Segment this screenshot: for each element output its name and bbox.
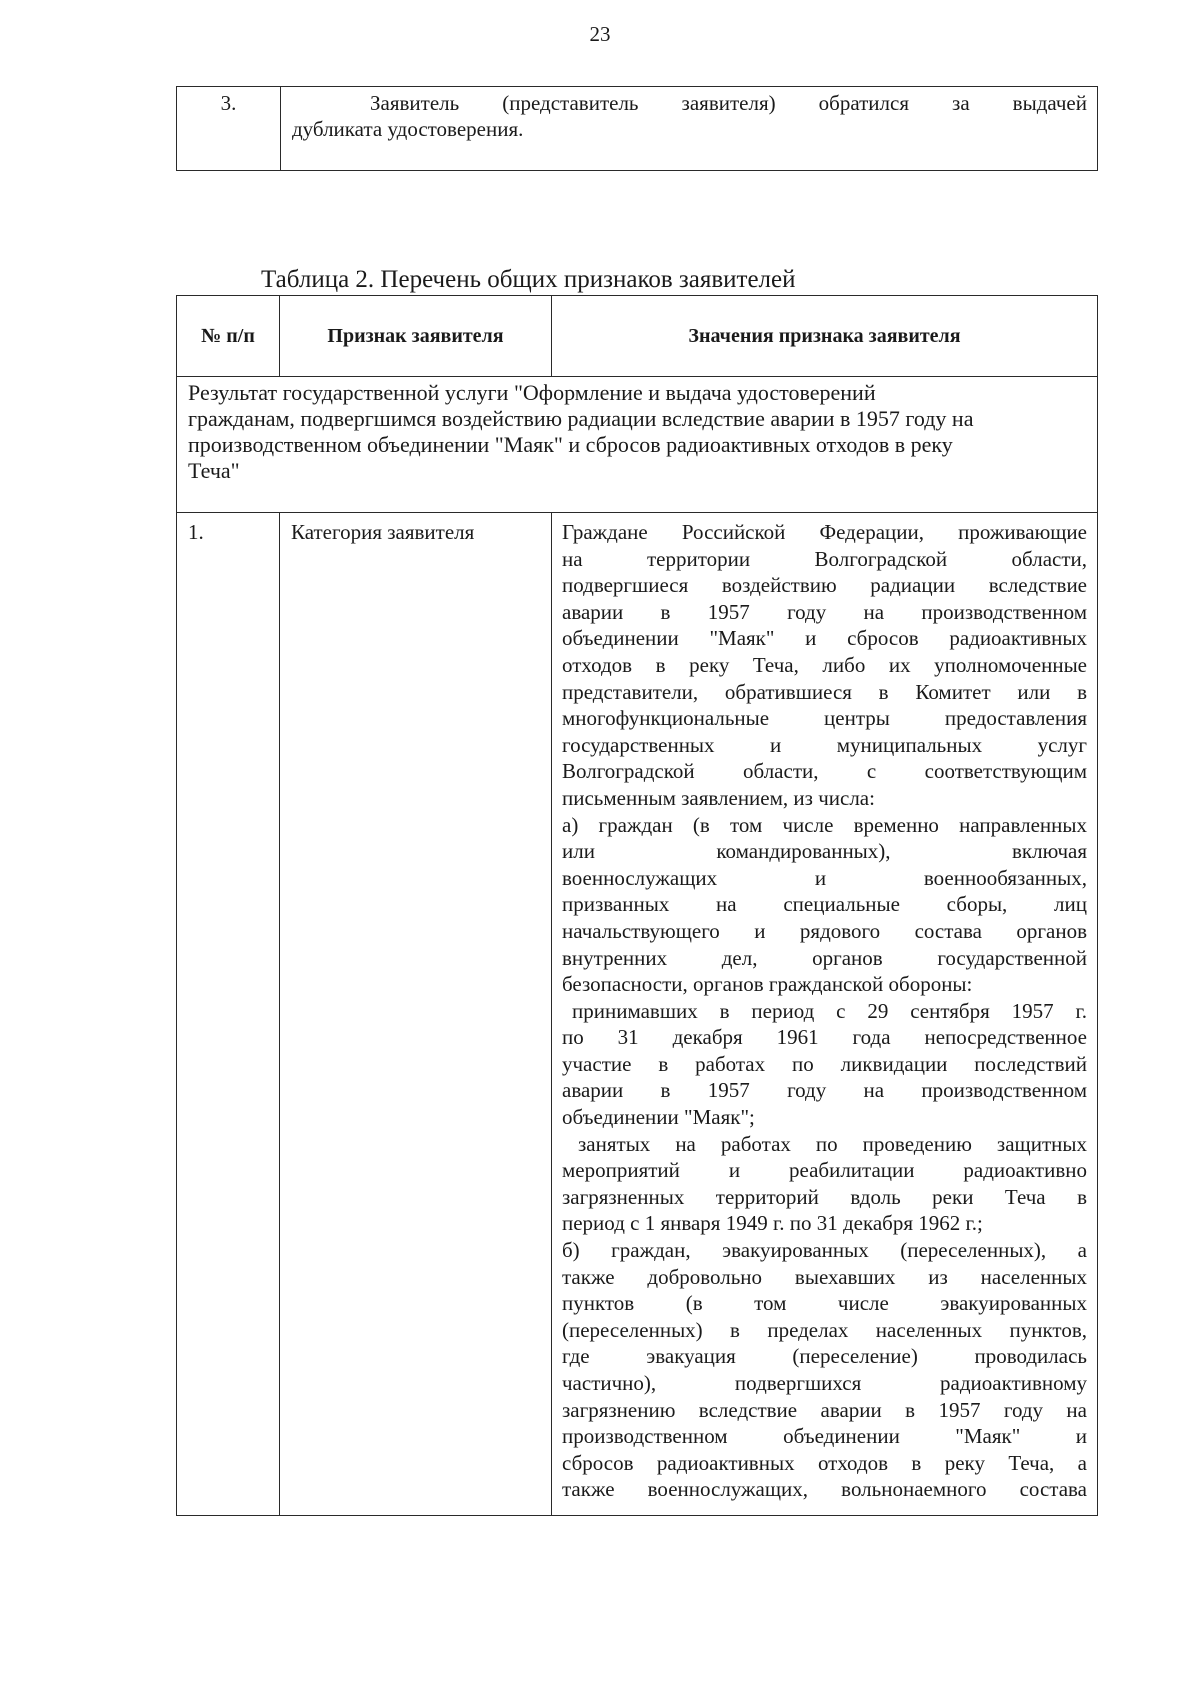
table-row	[177, 87, 1098, 171]
value-line: по 31 декабря 1961 года непосредственное	[562, 1025, 1087, 1050]
value-line: занятых на работах по проведению защитных	[578, 1131, 1087, 1156]
result-line: гражданам, подвергшимся воздействию радиации вследствие аварии в 1957 году на	[188, 406, 974, 431]
result-cell	[177, 377, 1098, 513]
header-num: № п/п	[177, 296, 280, 377]
value-line: или командированных), включая	[562, 839, 1087, 864]
value-line: мероприятий и реабилитации радиоактивно	[562, 1158, 1087, 1183]
table-caption: Таблица 2. Перечень общих признаков заявителей	[261, 266, 796, 293]
value-line: Волгоградской области, с соответствующим	[562, 759, 1087, 784]
value-line: б) граждан, эвакуированных (переселенных), а	[562, 1238, 1087, 1263]
result-line: Теча"	[188, 458, 240, 483]
value-line: аварии в 1957 году на производственном	[562, 599, 1087, 624]
row-sign: Категория заявителя	[280, 513, 552, 1516]
value-line: военнослужащих и военнообязанных,	[562, 865, 1087, 890]
value-line: также военнослужащих, вольнонаемного состава	[562, 1477, 1087, 1502]
header-sign: Признак заявителя	[280, 296, 552, 377]
continuation-table	[176, 86, 1098, 171]
table-row	[177, 513, 1098, 1516]
applicant-signs-table	[176, 295, 1098, 1516]
value-line: участие в работах по ликвидации последствий	[562, 1051, 1087, 1076]
value-line: государственных и муниципальных услуг	[562, 732, 1087, 757]
value-line: производственном объединении "Маяк" и	[562, 1424, 1087, 1449]
row-text-line: Заявитель (представитель заявителя) обратился за выдачей	[370, 91, 1087, 115]
result-line: Результат государственной услуги "Оформление и выдача удостоверений	[188, 380, 876, 405]
result-line: производственном объединении "Маяк" и сбросов радиоактивных отходов в реку	[188, 432, 953, 457]
value-line: безопасности, органов гражданской обороны:	[562, 972, 973, 997]
row-number: 1.	[177, 513, 280, 1516]
value-line: внутренних дел, органов государственной	[562, 945, 1087, 970]
value-line: аварии в 1957 году на производственном	[562, 1078, 1087, 1103]
value-line: объединении "Маяк" и сбросов радиоактивных	[562, 626, 1087, 651]
header-value: Значения признака заявителя	[552, 296, 1098, 377]
value-line: период с 1 января 1949 г. по 31 декабря 1962 г.;	[562, 1211, 983, 1236]
value-line: (переселенных) в пределах населенных пунктов,	[562, 1317, 1087, 1342]
value-line: принимавших в период с 29 сентября 1957 г.	[572, 998, 1087, 1023]
value-line: загрязнению вследствие аварии в 1957 году на	[562, 1397, 1087, 1422]
value-line: на территории Волгоградской области,	[562, 546, 1087, 571]
value-line: объединении "Маяк";	[562, 1105, 755, 1130]
value-line: где эвакуация (переселение) проводилась	[562, 1344, 1087, 1369]
value-line: также добровольно выехавших из населенных	[562, 1264, 1087, 1289]
value-line: начальствующего и рядового состава органов	[562, 918, 1087, 943]
value-line: а) граждан (в том числе временно направленных	[562, 812, 1087, 837]
value-line: письменным заявлением, из числа:	[562, 785, 875, 810]
value-line: отходов в реку Теча, либо их уполномоченные	[562, 652, 1087, 677]
value-line: Граждане Российской Федерации, проживающие	[562, 520, 1087, 544]
value-line: многофункциональные центры предоставления	[562, 706, 1087, 731]
page-number: 23	[589, 22, 611, 46]
value-line: подвергшиеся воздействию радиации вследствие	[562, 573, 1087, 598]
result-row	[177, 377, 1098, 513]
row-value	[552, 513, 1098, 1516]
value-line: частично), подвергшихся радиоактивному	[562, 1371, 1087, 1395]
value-line: загрязненных территорий вдоль реки Теча в	[562, 1184, 1087, 1209]
row-number: 3.	[177, 87, 281, 171]
value-line: пунктов (в том числе эвакуированных	[562, 1291, 1087, 1316]
value-line: призванных на специальные сборы, лиц	[562, 892, 1087, 917]
table-header-row	[177, 296, 1098, 377]
value-line: сбросов радиоактивных отходов в реку Теча, а	[562, 1450, 1087, 1475]
row-text	[281, 87, 1098, 171]
row-text-line: дубликата удостоверения.	[292, 117, 524, 141]
value-line: представители, обратившиеся в Комитет или в	[562, 679, 1087, 704]
